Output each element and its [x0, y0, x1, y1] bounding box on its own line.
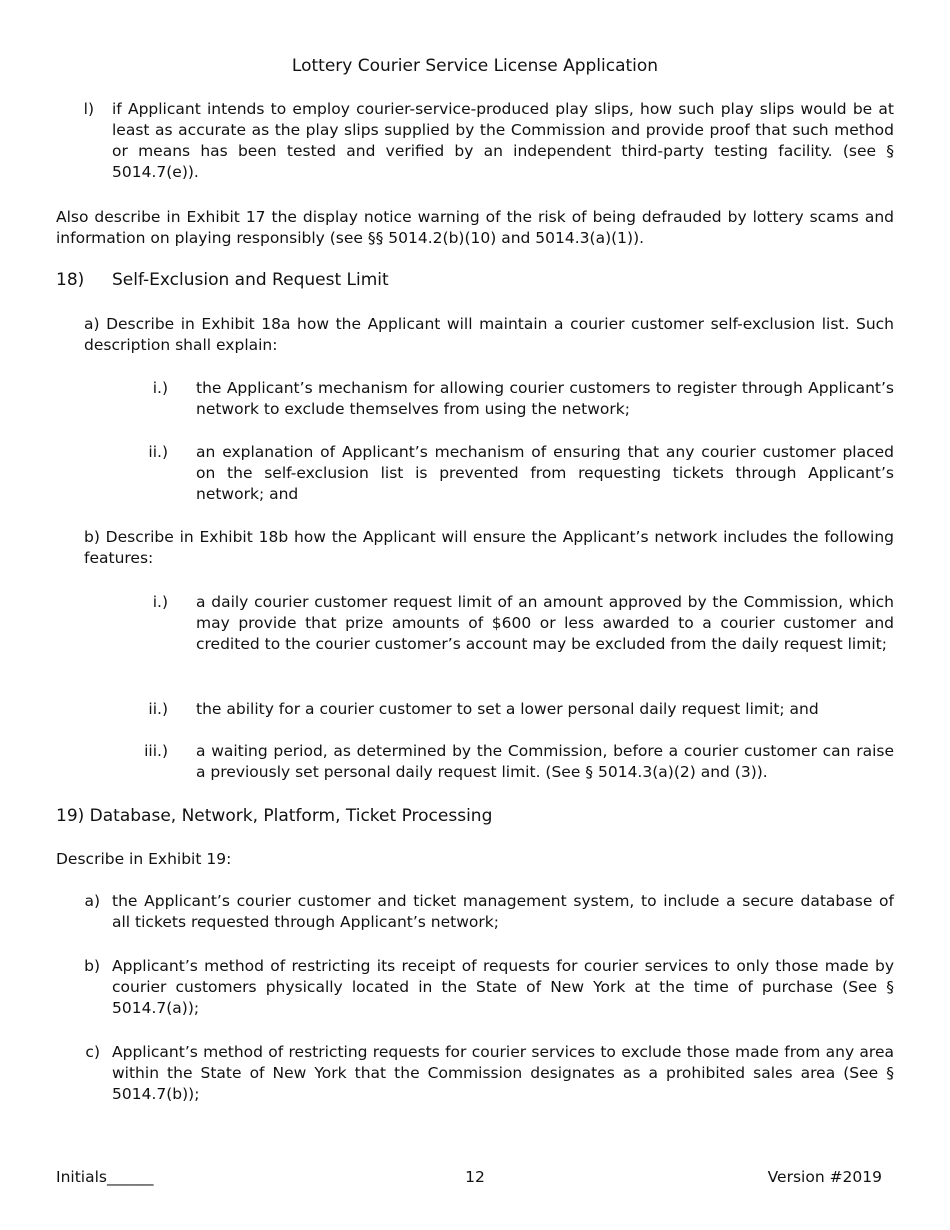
section-19-item-c-text: Applicant’s method of restricting requests for courier services to exclude those made from any area within the State of New York that the Commission designates as a prohibited sales area (See § 5014.7(b));	[112, 1043, 894, 1103]
section-18b-item-1-text: a daily courier customer request limit of an amount approved by the Commission, which may provide that prize amounts of $600 or less awarded to a courier customer and credited to the courier customer’s account may be excluded from the daily request limit;	[196, 593, 894, 653]
section-19-item-b-text: Applicant’s method of restricting its receipt of requests for courier services to only those made by courier customers physically located in the State of New York at the time of purchase (See § 5014.7(a));	[112, 957, 894, 1017]
section-19-item-c-marker: c)	[85, 1043, 100, 1061]
item-l-marker: l)	[83, 100, 94, 118]
section-19-item-a-marker: a)	[84, 892, 100, 910]
section-18b-item-3-text: a waiting period, as determined by the Commission, before a courier customer can raise a previously set personal daily request limit. (See § 5014.3(a)(2) and (3)).	[196, 742, 894, 781]
section-19-intro: Describe in Exhibit 19:	[56, 850, 232, 868]
section-18a-item-2-marker: ii.)	[148, 443, 168, 461]
section-19-title: 19) Database, Network, Platform, Ticket Processing	[56, 806, 493, 826]
section-18b-item-2-marker: ii.)	[148, 700, 168, 718]
footer-initials: Initials______	[56, 1168, 154, 1186]
also-describe-paragraph: Also describe in Exhibit 17 the display notice warning of the risk of being defrauded by lottery scams and information on playing responsibly (see §§ 5014.2(b)(10) and 5014.3(a)(1)).	[56, 208, 894, 247]
section-18a-item-1-marker: i.)	[152, 379, 168, 397]
page-header-title: Lottery Courier Service License Application	[291, 56, 659, 76]
section-18-title: Self-Exclusion and Request Limit	[112, 270, 389, 290]
section-18a-text: a) Describe in Exhibit 18a how the Applicant will maintain a courier customer self-exclusion list. Such description shall explain:	[84, 315, 894, 354]
section-18b-text: b) Describe in Exhibit 18b how the Applicant will ensure the Applicant’s network includes the following features:	[84, 528, 894, 567]
section-18b-item-2-text: the ability for a courier customer to set a lower personal daily request limit; and	[196, 700, 819, 718]
section-19-item-b-marker: b)	[84, 957, 100, 975]
section-19-item-a-text: the Applicant’s courier customer and ticket management system, to include a secure database of all tickets requested through Applicant’s network;	[112, 892, 894, 931]
footer-page-number: 12	[465, 1168, 485, 1186]
section-18b-item-1-marker: i.)	[152, 593, 168, 611]
section-18-number: 18)	[56, 270, 85, 290]
footer-version: Version #2019	[767, 1168, 882, 1186]
section-18a-item-1-text: the Applicant’s mechanism for allowing courier customers to register through Applicant’s network to exclude themselves from using the network;	[196, 379, 894, 418]
item-l-text: if Applicant intends to employ courier-service-produced play slips, how such play slips would be at least as accurate as the play slips supplied by the Commission and provide proof that such method or means has been tested and verified by an independent third-party testing facility. (see § 5014.7(e)).	[112, 100, 894, 181]
section-18b-item-3-marker: iii.)	[144, 742, 168, 760]
section-18a-item-2-text: an explanation of Applicant’s mechanism of ensuring that any courier customer placed on the self-exclusion list is prevented from requesting tickets through Applicant’s network; and	[196, 443, 894, 503]
